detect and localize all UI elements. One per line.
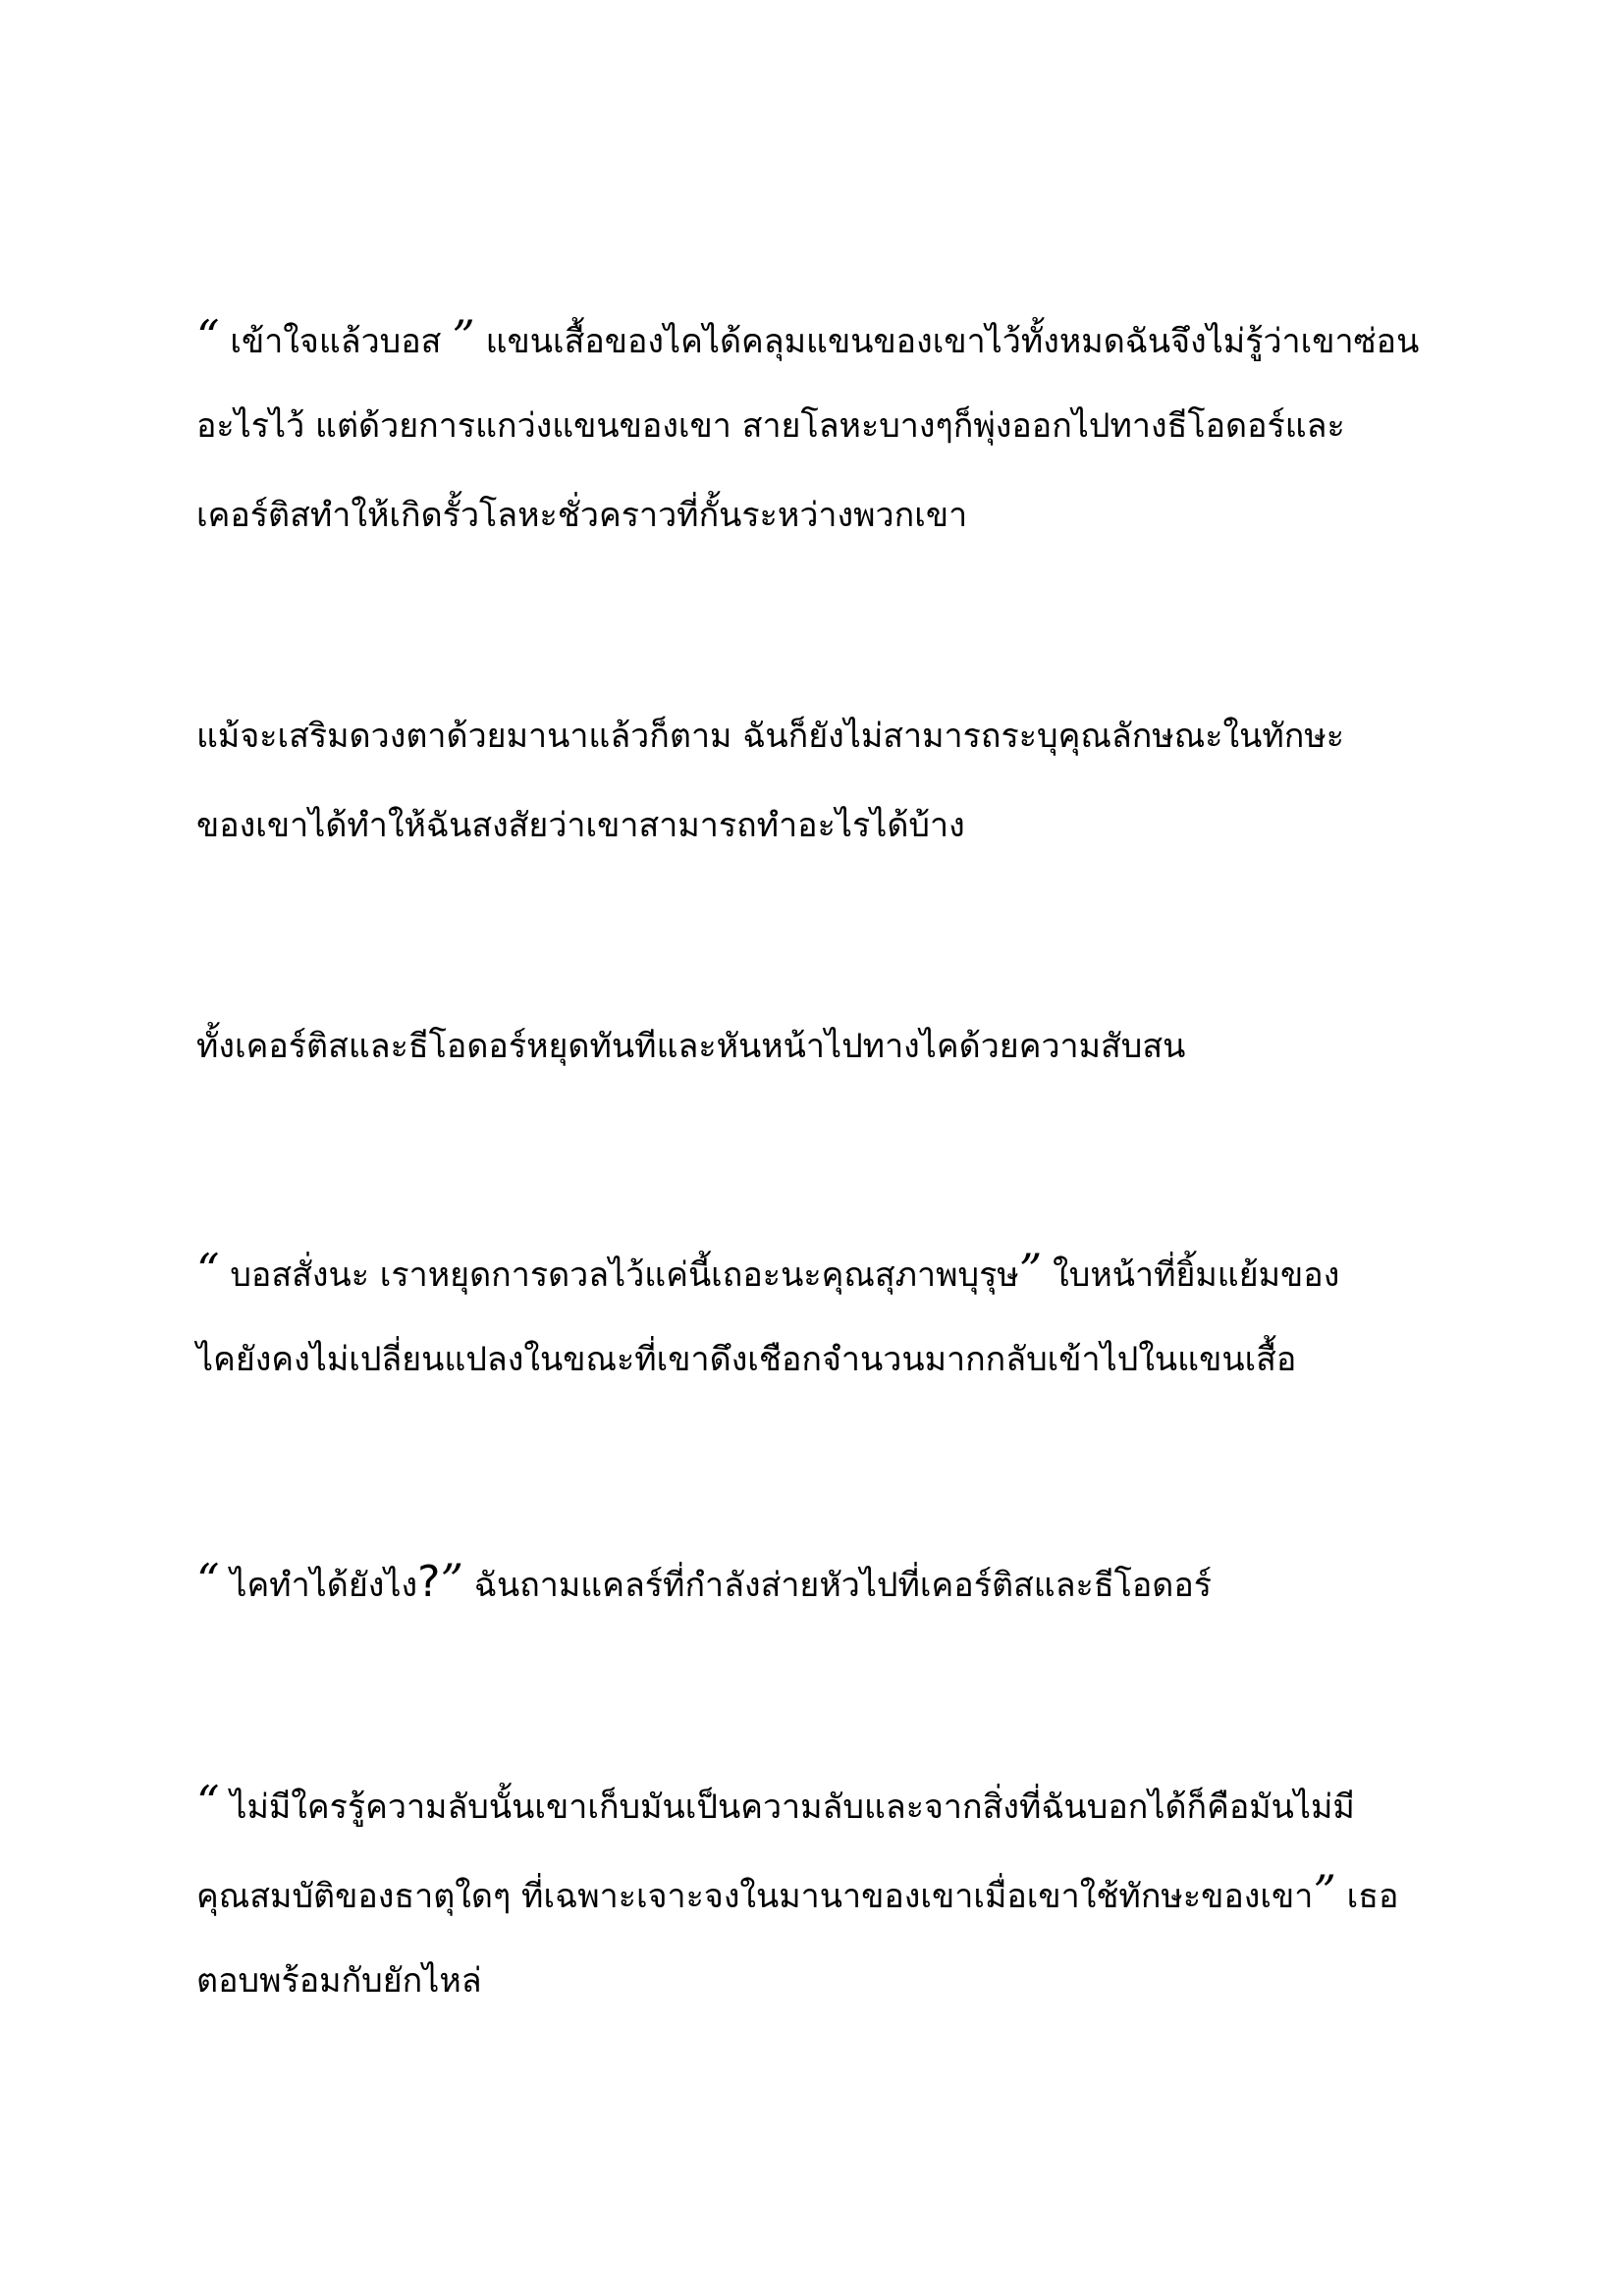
paragraph-4 [196,1226,1453,1405]
text-run: เข้าใจแล้วบอส [219,322,453,361]
text-line [196,1758,1453,1847]
text-line [196,1937,1453,2026]
text-line [196,293,1453,382]
text-run: ไคทำได้ยังไง [219,1566,418,1605]
text-line [196,1226,1453,1315]
text-run: ทั้งเคอร์ติสและธีโอดอร์หยุดทันทีและหันหน้าไปทางไคด้วยความสับสน [196,1027,1186,1066]
close-quote: ” [1313,1865,1336,1918]
text-run: แม้จะเสริมดวงตาด้วยมานาแล้วก็ตาม ฉันก็ยังไม่สามารถระบุคุณลักษณะในทักษะ [196,717,1345,756]
text-run: คุณสมบัติของธาตุใดๆ ที่เฉพาะเจาะจงในมานาของเขาเมื่อเขาใช้ทักษะของเขา [196,1877,1314,1916]
open-quote: “ [196,1244,220,1297]
text-line [196,1002,1453,1092]
open-quote: “ [196,1776,220,1829]
text-line [196,692,1453,781]
paragraph-1 [196,293,1453,561]
text-line [196,1847,1453,1937]
text-line [196,781,1453,871]
text-run: ฉันถามแคลร์ที่กำลังส่ายหัวไปที่เคอร์ติสและธีโอดอร์ [462,1566,1213,1605]
text-run: เธอ [1335,1877,1399,1916]
open-quote: “ [196,310,220,363]
text-line [196,471,1453,561]
text-run: ใบหน้าที่ยิ้มแย้มของ [1042,1255,1340,1295]
text-run: ตอบพร้อมกับยักไหล่ [196,1961,482,2001]
question-mark: ? [417,1557,441,1607]
paragraph-2 [196,692,1453,871]
text-line [196,1536,1453,1626]
close-quote: ” [440,1554,463,1607]
paragraph-5 [196,1536,1453,1626]
text-line [196,1315,1453,1405]
open-quote: “ [196,1554,220,1607]
text-run: ไม่มีใครรู้ความลับนั้นเขาเก็บมันเป็นความลับและจากสิ่งที่ฉันบอกได้ก็คือมันไม่มี [219,1788,1355,1827]
close-quote: ” [1018,1244,1043,1297]
text-line [196,382,1453,471]
paragraph-6 [196,1758,1453,2026]
text-run: ไคยังคงไม่เปลี่ยนแปลงในขณะที่เขาดึงเชือกจำนวนมากกลับเข้าไปในแขนเสื้อ [196,1340,1297,1379]
text-run: แขนเสื้อของไคได้คลุมแขนของเขาไว้ทั้งหมดฉันจึงไม่รู้ว่าเขาซ่อน [474,322,1420,361]
paragraph-3 [196,1002,1453,1092]
close-quote: ” [452,310,475,363]
text-run: เคอร์ติสทำให้เกิดรั้วโลหะชั่วคราวที่กั้นระหว่างพวกเขา [196,496,968,535]
text-run: ของเขาได้ทำให้ฉันสงสัยว่าเขาสามารถทำอะไรได้บ้าง [196,806,965,845]
text-run: อะไรไว้ แต่ด้วยการแกว่งแขนของเขา สายโลหะบางๆก็พุ่งออกไปทางธีโอดอร์และ [196,406,1345,446]
text-run: บอสสั่งนะ เราหยุดการดวลไว้แค่นี้เถอะนะคุณสุภาพบุรุษ [219,1255,1019,1295]
